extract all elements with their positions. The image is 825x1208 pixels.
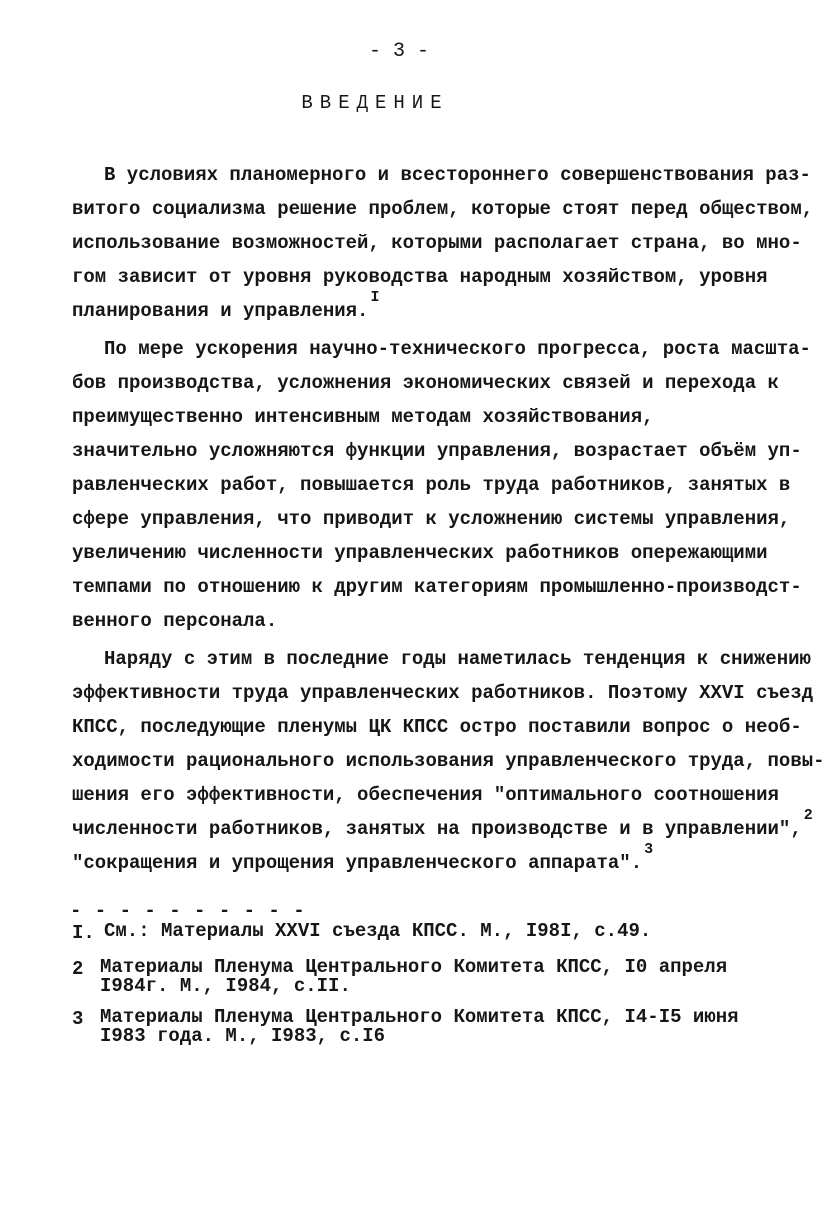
- text-line: [72, 807, 813, 846]
- page-title: ВВЕДЕНИЕ: [301, 92, 449, 114]
- footnote-number: I.: [72, 922, 95, 944]
- text-line: значительно усложняются функции управления, возрастает объём уп-: [72, 440, 802, 462]
- text-line: преимущественно интенсивным методам хозяйствования,: [72, 406, 654, 428]
- text-line-content: планирования и управления.: [72, 300, 369, 322]
- text-line-content: "сокращения и упрощения управленческого аппарата".: [72, 852, 643, 874]
- footnote-number: 3: [72, 1008, 84, 1030]
- text-line: увеличению численности управленческих работников опережающими: [72, 542, 768, 564]
- footnote-number: 2: [72, 958, 84, 980]
- footnote-ref-1: I: [370, 289, 380, 306]
- footnote-text: Материалы Пленума Центрального Комитета КПСС, I0 апреля I984г. М., I984, с.II.: [100, 956, 728, 997]
- text-line: В условиях планомерного и всестороннего совершенствования раз-: [104, 164, 811, 186]
- footnote-separator: - - - - - - - - - -: [70, 900, 306, 922]
- text-line: бов производства, усложнения экономических связей и перехода к: [72, 372, 779, 394]
- text-line: [72, 289, 756, 328]
- footnote-3: [72, 1008, 772, 1046]
- text-line: [72, 841, 756, 880]
- text-line: ходимости рационального использования управленческого труда, повы-: [72, 750, 825, 772]
- text-line: эффективности труда управленческих работников. Поэтому XXVI съезд: [72, 682, 814, 704]
- text-line-content: численности работников, занятых на производстве и в управлении",: [72, 818, 802, 840]
- text-line: использование возможностей, которыми располагает страна, во мно-: [72, 232, 802, 254]
- footnote-text: См.: Материалы XXVI съезда КПСС. М., I98I, с.49.: [104, 920, 652, 942]
- footnote-1: [72, 920, 772, 944]
- page-number: - 3 -: [368, 40, 429, 63]
- text-line: КПСС, последующие пленумы ЦК КПСС остро поставили вопрос о необ-: [72, 716, 802, 738]
- footnote-2: [72, 958, 772, 996]
- paragraph-3: [72, 642, 825, 880]
- footnote-ref-3: 3: [644, 841, 654, 858]
- text-line: Наряду с этим в последние годы наметилась тенденция к снижению: [104, 648, 811, 670]
- text-line: шения его эффективности, обеспечения "оптимального соотношения: [72, 784, 779, 806]
- text-line: витого социализма решение проблем, которые стоят перед обществом,: [72, 198, 814, 220]
- text-line: гом зависит от уровня руководства народным хозяйством, уровня: [72, 266, 768, 288]
- paragraph-2: [72, 332, 811, 638]
- footnote-ref-2: 2: [803, 807, 813, 824]
- text-line: сфере управления, что приводит к усложнению системы управления,: [72, 508, 791, 530]
- text-line: венного персонала.: [72, 610, 278, 632]
- text-line: темпами по отношению к другим категориям промышленно-производст-: [72, 576, 802, 598]
- text-line: По мере ускорения научно-технического прогресса, роста масшта-: [104, 338, 811, 360]
- body-text: [72, 158, 825, 884]
- paragraph-1: [72, 158, 814, 328]
- footnote-text: Материалы Пленума Центрального Комитета КПСС, I4-I5 июня I983 года. М., I983, с.I6: [100, 1006, 739, 1047]
- text-line: равленческих работ, повышается роль труда работников, занятых в: [72, 474, 791, 496]
